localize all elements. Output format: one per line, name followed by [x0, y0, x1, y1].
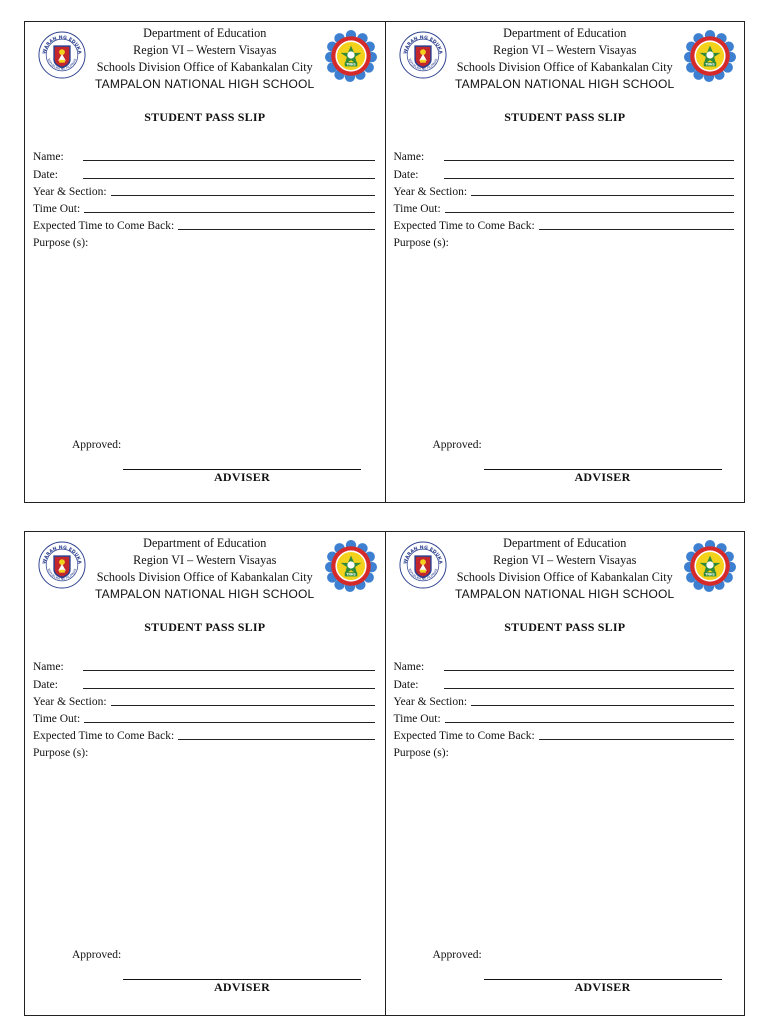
header-region: Region VI – Western Visayas	[133, 553, 277, 567]
time-out-line[interactable]	[84, 710, 374, 723]
slip-title: STUDENT PASS SLIP	[504, 620, 626, 634]
date-line[interactable]	[444, 166, 735, 179]
year-section-line[interactable]	[111, 183, 375, 196]
year-section-field[interactable]	[33, 691, 375, 708]
purpose-label: Purpose (s):	[33, 747, 89, 760]
year-section-field[interactable]	[394, 691, 735, 708]
time-out-field[interactable]	[33, 198, 375, 215]
name-field[interactable]	[394, 146, 735, 163]
header-school: TAMPALON NATIONAL HIGH SCHOOL	[455, 77, 675, 91]
year-section-line[interactable]	[111, 693, 375, 706]
date-field[interactable]	[33, 673, 375, 690]
name-label: Name:	[33, 151, 64, 164]
name-field[interactable]	[33, 656, 375, 673]
header-department: Department of Education	[503, 26, 627, 40]
slip-header	[85, 535, 325, 603]
header-region: Region VI – Western Visayas	[133, 43, 277, 57]
approved-label: Approved:	[72, 439, 122, 451]
year-section-line[interactable]	[471, 693, 734, 706]
expected-time-field[interactable]	[394, 215, 735, 232]
adviser-label: ADVISER	[574, 470, 631, 484]
date-field[interactable]	[33, 163, 375, 180]
slip-fields	[394, 656, 735, 759]
purpose-label: Purpose (s):	[393, 747, 449, 760]
date-label: Date:	[33, 678, 58, 691]
expected-time-field[interactable]	[33, 215, 375, 232]
school-seal-icon	[325, 30, 377, 82]
pass-slip-top-left	[25, 22, 385, 502]
name-label: Name:	[393, 151, 425, 164]
expected-time-line[interactable]	[539, 217, 734, 230]
approved-label: Approved:	[432, 439, 482, 451]
name-line[interactable]	[83, 148, 375, 161]
pass-slip-top-right	[385, 22, 745, 502]
year-section-field[interactable]	[33, 181, 375, 198]
time-out-line[interactable]	[84, 200, 374, 213]
time-out-label: Time Out:	[393, 713, 441, 726]
header-school: TAMPALON NATIONAL HIGH SCHOOL	[455, 587, 675, 601]
slip-header	[446, 535, 685, 603]
expected-time-label: Expected Time to Come Back:	[33, 730, 175, 743]
header-division: Schools Division Office of Kabankalan City	[96, 60, 313, 74]
time-out-field[interactable]	[33, 708, 375, 725]
name-line[interactable]	[444, 148, 735, 161]
deped-seal-icon	[399, 31, 447, 79]
deped-seal-icon	[399, 541, 447, 589]
expected-time-field[interactable]	[33, 725, 375, 742]
year-section-label: Year & Section:	[393, 695, 468, 708]
year-section-label: Year & Section:	[33, 185, 107, 198]
adviser-label: ADVISER	[213, 980, 271, 994]
header-division: Schools Division Office of Kabankalan City	[456, 60, 673, 74]
expected-time-line[interactable]	[539, 727, 734, 740]
header-division: Schools Division Office of Kabankalan City	[96, 570, 313, 584]
expected-time-line[interactable]	[178, 727, 374, 740]
approved-label: Approved:	[432, 949, 482, 961]
deped-seal-icon	[38, 31, 86, 79]
purpose-label: Purpose (s):	[393, 237, 449, 250]
date-field[interactable]	[394, 673, 735, 690]
approved-label: Approved:	[72, 949, 122, 961]
time-out-line[interactable]	[445, 710, 734, 723]
expected-time-label: Expected Time to Come Back:	[33, 220, 175, 233]
header-region: Region VI – Western Visayas	[493, 43, 637, 57]
header-department: Department of Education	[143, 536, 267, 550]
time-out-label: Time Out:	[393, 203, 441, 216]
expected-time-line[interactable]	[178, 217, 374, 230]
time-out-label: Time Out:	[33, 203, 81, 216]
adviser-label: ADVISER	[574, 980, 631, 994]
date-line[interactable]	[83, 676, 375, 689]
name-line[interactable]	[444, 658, 735, 671]
slip-title: STUDENT PASS SLIP	[504, 110, 626, 124]
expected-time-label: Expected Time to Come Back:	[393, 220, 535, 233]
header-division: Schools Division Office of Kabankalan City	[456, 570, 673, 584]
year-section-field[interactable]	[394, 181, 735, 198]
date-label: Date:	[33, 168, 58, 181]
slip-fields	[394, 146, 735, 249]
purpose-label: Purpose (s):	[33, 237, 89, 250]
name-label: Name:	[33, 661, 64, 674]
pass-slip-sheet-bottom	[24, 531, 745, 1016]
slip-title: STUDENT PASS SLIP	[144, 620, 266, 634]
date-label: Date:	[393, 678, 419, 691]
slip-header	[85, 25, 325, 93]
time-out-label: Time Out:	[33, 713, 81, 726]
name-field[interactable]	[394, 656, 735, 673]
year-section-label: Year & Section:	[393, 185, 468, 198]
year-section-label: Year & Section:	[33, 695, 107, 708]
school-seal-icon	[684, 30, 736, 82]
time-out-field[interactable]	[394, 708, 735, 725]
slip-header	[446, 25, 685, 93]
expected-time-field[interactable]	[394, 725, 735, 742]
adviser-label: ADVISER	[213, 470, 271, 484]
time-out-field[interactable]	[394, 198, 735, 215]
year-section-line[interactable]	[471, 183, 734, 196]
pass-slip-bottom-left	[25, 532, 385, 1015]
header-school: TAMPALON NATIONAL HIGH SCHOOL	[95, 77, 315, 91]
slip-fields	[33, 656, 375, 759]
header-school: TAMPALON NATIONAL HIGH SCHOOL	[95, 587, 315, 601]
name-field[interactable]	[33, 146, 375, 163]
date-field[interactable]	[394, 163, 735, 180]
header-region: Region VI – Western Visayas	[493, 553, 637, 567]
name-label: Name:	[393, 661, 425, 674]
pass-slip-bottom-right	[385, 532, 745, 1015]
name-line[interactable]	[83, 658, 375, 671]
pass-slip-sheet-top	[24, 21, 745, 503]
time-out-line[interactable]	[445, 200, 734, 213]
header-department: Department of Education	[143, 26, 267, 40]
header-department: Department of Education	[503, 536, 627, 550]
slip-title: STUDENT PASS SLIP	[144, 110, 266, 124]
date-label: Date:	[393, 168, 419, 181]
slip-fields	[33, 146, 375, 249]
school-seal-icon	[684, 540, 736, 592]
expected-time-label: Expected Time to Come Back:	[393, 730, 535, 743]
date-line[interactable]	[83, 166, 375, 179]
deped-seal-icon	[38, 541, 86, 589]
date-line[interactable]	[444, 676, 735, 689]
school-seal-icon	[325, 540, 377, 592]
